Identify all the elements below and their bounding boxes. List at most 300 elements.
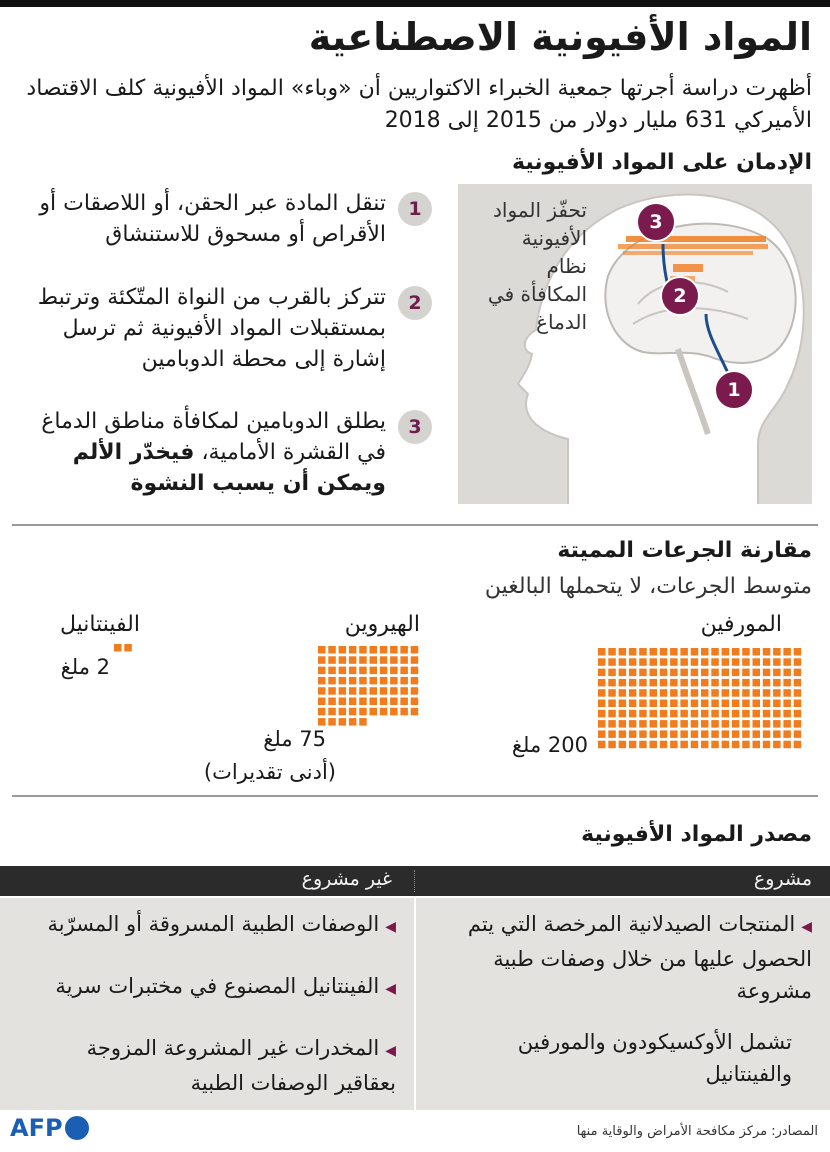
morphine-dot bbox=[773, 648, 781, 656]
bullet-icon: ◀ bbox=[385, 981, 396, 997]
morphine-dot bbox=[629, 669, 637, 677]
illegal-item-1-text: الوصفات الطبية المسروقة أو المسرّبة bbox=[47, 912, 380, 936]
heroin-dot bbox=[400, 646, 408, 654]
morphine-dot bbox=[691, 679, 699, 687]
morphine-dot bbox=[660, 648, 668, 656]
morphine-dot bbox=[629, 689, 637, 697]
morphine-dot-grid bbox=[598, 648, 801, 748]
morphine-dot bbox=[619, 730, 627, 738]
morphine-dot bbox=[794, 730, 802, 738]
heroin-dot bbox=[390, 646, 398, 654]
morphine-dot bbox=[732, 648, 740, 656]
morphine-dot bbox=[722, 689, 730, 697]
morphine-dot bbox=[763, 730, 771, 738]
morphine-dot bbox=[660, 730, 668, 738]
marker-3: 3 bbox=[636, 202, 676, 242]
morphine-dot bbox=[639, 700, 647, 708]
morphine-dot bbox=[794, 689, 802, 697]
morphine-dot bbox=[660, 700, 668, 708]
morphine-dot bbox=[619, 658, 627, 666]
morphine-dot bbox=[680, 669, 688, 677]
fentanyl-dot-grid bbox=[114, 644, 132, 652]
morphine-dot bbox=[753, 730, 761, 738]
morphine-dot bbox=[598, 710, 606, 718]
morphine-dot bbox=[701, 679, 709, 687]
heroin-dot bbox=[328, 708, 336, 716]
morphine-dot bbox=[619, 679, 627, 687]
morphine-dot bbox=[650, 658, 658, 666]
morphine-dot bbox=[639, 720, 647, 728]
fentanyl-value: 2 ملغ bbox=[60, 655, 110, 679]
morphine-dot bbox=[722, 720, 730, 728]
heroin-dot bbox=[328, 677, 336, 685]
morphine-dot bbox=[701, 720, 709, 728]
morphine-dot bbox=[722, 710, 730, 718]
heroin-dot bbox=[339, 656, 347, 664]
morphine-dot bbox=[660, 669, 668, 677]
heroin-dot bbox=[359, 667, 367, 675]
morphine-dot bbox=[783, 700, 791, 708]
morphine-dot bbox=[732, 741, 740, 749]
intro-text: أظهرت دراسة أجرتها جمعية الخبراء الاكتواريين أن «وباء» المواد الأفيونية كلف الاقتصاد الأميركي 631 مليار دولار من 2015 إلى 2018 bbox=[26, 76, 812, 133]
heroin-dot bbox=[318, 718, 326, 726]
heroin-dot bbox=[411, 698, 419, 706]
morphine-dot bbox=[794, 700, 802, 708]
morphine-dot bbox=[691, 720, 699, 728]
step-1 bbox=[22, 188, 432, 250]
morphine-dot bbox=[773, 710, 781, 718]
morphine-dot bbox=[660, 689, 668, 697]
heroin-dot bbox=[349, 708, 357, 716]
heroin-dot bbox=[328, 687, 336, 695]
morphine-dot bbox=[680, 720, 688, 728]
morphine-dot bbox=[598, 741, 606, 749]
morphine-dot bbox=[650, 730, 658, 738]
heroin-dot bbox=[349, 677, 357, 685]
morphine-dot bbox=[639, 741, 647, 749]
morphine-dot bbox=[629, 741, 637, 749]
morphine-dot bbox=[711, 710, 719, 718]
morphine-dot bbox=[650, 648, 658, 656]
morphine-dot bbox=[629, 648, 637, 656]
morphine-dot bbox=[619, 700, 627, 708]
heroin-dot bbox=[380, 667, 388, 675]
morphine-dot bbox=[619, 741, 627, 749]
morphine-dot bbox=[670, 679, 678, 687]
morphine-dot bbox=[639, 689, 647, 697]
morphine-dot bbox=[598, 669, 606, 677]
morphine-dot bbox=[680, 658, 688, 666]
morphine-dot bbox=[794, 710, 802, 718]
morphine-dot bbox=[742, 720, 750, 728]
morphine-value: 200 ملغ bbox=[511, 733, 588, 757]
heroin-dot bbox=[339, 667, 347, 675]
doses-subheading: متوسط الجرعات، لا يتحملها البالغين bbox=[484, 574, 812, 599]
morphine-dot bbox=[773, 720, 781, 728]
bullet-icon: ◀ bbox=[801, 919, 812, 935]
morphine-dot bbox=[732, 720, 740, 728]
fentanyl-dot bbox=[124, 644, 132, 652]
morphine-dot bbox=[691, 648, 699, 656]
morphine-dot bbox=[639, 669, 647, 677]
heroin-dot bbox=[411, 677, 419, 685]
morphine-dot bbox=[670, 741, 678, 749]
morphine-dot bbox=[691, 741, 699, 749]
marker-1: 1 bbox=[714, 370, 754, 410]
morphine-dot bbox=[598, 689, 606, 697]
step-2-text: تتركز بالقرب من النواة المتّكئة وترتبط بمستقبلات المواد الأفيونية ثم ترسل إشارة إلى محطة الدوبامين bbox=[37, 285, 386, 372]
morphine-dot bbox=[691, 730, 699, 738]
morphine-dot bbox=[722, 741, 730, 749]
morphine-dot bbox=[650, 720, 658, 728]
morphine-dot bbox=[701, 710, 709, 718]
sources-table-header bbox=[0, 866, 830, 896]
morphine-dot bbox=[670, 648, 678, 656]
heroin-dot bbox=[339, 718, 347, 726]
morphine-dot bbox=[742, 658, 750, 666]
heroin-dot bbox=[411, 656, 419, 664]
morphine-dot bbox=[629, 679, 637, 687]
morphine-dot bbox=[763, 689, 771, 697]
morphine-dot bbox=[753, 669, 761, 677]
morphine-dot bbox=[680, 710, 688, 718]
step-3-text-bold: فيخدّر الألم ويمكن أن يسبب النشوة bbox=[72, 440, 386, 496]
heroin-dot bbox=[370, 708, 378, 716]
morphine-dot bbox=[650, 710, 658, 718]
morphine-dot bbox=[701, 700, 709, 708]
heroin-value: 75 ملغ bbox=[263, 727, 326, 751]
heroin-dot bbox=[400, 698, 408, 706]
afp-logo bbox=[10, 1114, 89, 1142]
morphine-dot bbox=[722, 648, 730, 656]
morphine-dot bbox=[794, 720, 802, 728]
morphine-dot bbox=[711, 700, 719, 708]
morphine-dot bbox=[680, 730, 688, 738]
heroin-dot bbox=[390, 698, 398, 706]
morphine-dot bbox=[670, 658, 678, 666]
morphine-dot bbox=[742, 669, 750, 677]
morphine-dot bbox=[650, 700, 658, 708]
morphine-dot bbox=[691, 700, 699, 708]
morphine-dot bbox=[701, 648, 709, 656]
morphine-dot bbox=[691, 658, 699, 666]
morphine-dot bbox=[619, 669, 627, 677]
morphine-dot bbox=[670, 710, 678, 718]
morphine-dot bbox=[680, 741, 688, 749]
morphine-dot bbox=[608, 720, 616, 728]
heroin-dot bbox=[359, 646, 367, 654]
morphine-dot bbox=[629, 720, 637, 728]
morphine-dot bbox=[763, 669, 771, 677]
morphine-dot bbox=[701, 658, 709, 666]
fentanyl-label: الفينتانيل bbox=[60, 612, 140, 637]
morphine-dot bbox=[732, 710, 740, 718]
brain-caption: تحفّز المواد الأفيونية نظام المكافأة في الدماغ bbox=[487, 198, 587, 334]
heroin-dot bbox=[339, 687, 347, 695]
morphine-dot bbox=[753, 689, 761, 697]
illegal-item-2-text: الفينتانيل المصنوع في مختبرات سرية bbox=[55, 974, 380, 998]
morphine-dot bbox=[660, 658, 668, 666]
morphine-dot bbox=[670, 730, 678, 738]
morphine-dot bbox=[763, 741, 771, 749]
morphine-dot bbox=[670, 689, 678, 697]
morphine-dot bbox=[783, 730, 791, 738]
morphine-dot bbox=[608, 700, 616, 708]
illegal-item-3 bbox=[26, 1032, 396, 1099]
heroin-label: الهيروين bbox=[344, 612, 420, 637]
heroin-dot bbox=[339, 677, 347, 685]
morphine-dot bbox=[742, 730, 750, 738]
legal-column-label: مشروع bbox=[753, 868, 812, 890]
morphine-dot bbox=[711, 658, 719, 666]
heroin-dot bbox=[349, 718, 357, 726]
morphine-dot bbox=[742, 648, 750, 656]
morphine-dot bbox=[619, 689, 627, 697]
step-3-text-plain: يطلق الدوبامين لمكافأة مناطق الدماغ في القشرة الأمامية، bbox=[41, 409, 386, 465]
morphine-dot bbox=[753, 679, 761, 687]
heroin-dot bbox=[328, 667, 336, 675]
illegal-column bbox=[0, 898, 414, 1110]
heroin-dot bbox=[370, 687, 378, 695]
heroin-dot bbox=[390, 687, 398, 695]
morphine-dot bbox=[783, 669, 791, 677]
section-divider-2 bbox=[12, 795, 818, 797]
morphine-dot bbox=[773, 689, 781, 697]
morphine-dot bbox=[608, 669, 616, 677]
afp-logo-text: AFP bbox=[10, 1114, 63, 1142]
heroin-dot bbox=[411, 687, 419, 695]
addiction-heading: الإدمان على المواد الأفيونية bbox=[512, 150, 812, 175]
afp-logo-dot bbox=[65, 1116, 89, 1140]
morphine-dot bbox=[608, 679, 616, 687]
morphine-dot bbox=[680, 700, 688, 708]
morphine-dot bbox=[742, 689, 750, 697]
morphine-dot bbox=[722, 679, 730, 687]
morphine-dot bbox=[763, 648, 771, 656]
section-divider-1 bbox=[12, 524, 818, 526]
fentanyl-dot bbox=[114, 644, 122, 652]
morphine-dot bbox=[608, 689, 616, 697]
heroin-dot-grid bbox=[318, 646, 418, 726]
morphine-dot bbox=[742, 710, 750, 718]
heroin-dot bbox=[328, 646, 336, 654]
brain-illustration bbox=[458, 184, 812, 504]
heroin-dot bbox=[370, 698, 378, 706]
morphine-dot bbox=[691, 710, 699, 718]
illegal-column-label: غير مشروع bbox=[301, 868, 392, 890]
morphine-dot bbox=[753, 710, 761, 718]
step-2 bbox=[22, 282, 432, 375]
morphine-dot bbox=[598, 720, 606, 728]
morphine-dot bbox=[753, 658, 761, 666]
morphine-dot bbox=[701, 730, 709, 738]
heroin-dot bbox=[318, 708, 326, 716]
heroin-dot bbox=[339, 708, 347, 716]
morphine-dot bbox=[773, 658, 781, 666]
morphine-dot bbox=[629, 658, 637, 666]
morphine-dot bbox=[670, 720, 678, 728]
morphine-dot bbox=[773, 669, 781, 677]
heroin-dot bbox=[380, 646, 388, 654]
heroin-dot bbox=[380, 656, 388, 664]
heroin-dot bbox=[359, 718, 367, 726]
heroin-note: (أدنى تقديرات) bbox=[203, 760, 336, 784]
morphine-dot bbox=[763, 720, 771, 728]
heroin-dot bbox=[318, 677, 326, 685]
heroin-dot bbox=[390, 667, 398, 675]
heroin-dot bbox=[411, 646, 419, 654]
heroin-dot bbox=[380, 677, 388, 685]
morphine-dot bbox=[670, 669, 678, 677]
morphine-dot bbox=[680, 679, 688, 687]
heroin-dot bbox=[411, 708, 419, 716]
morphine-dot bbox=[629, 700, 637, 708]
step-2-number: 2 bbox=[398, 286, 432, 320]
heroin-dot bbox=[328, 698, 336, 706]
heroin-dot bbox=[318, 656, 326, 664]
morphine-dot bbox=[722, 730, 730, 738]
morphine-dot bbox=[711, 720, 719, 728]
morphine-dot bbox=[639, 730, 647, 738]
heroin-dot bbox=[400, 708, 408, 716]
morphine-dot bbox=[773, 741, 781, 749]
morphine-dot bbox=[722, 658, 730, 666]
heroin-dot bbox=[380, 708, 388, 716]
source-credit: المصادر: مركز مكافحة الأمراض والوقاية منها bbox=[576, 1124, 818, 1139]
dose-dot-grids bbox=[0, 640, 830, 750]
heroin-dot bbox=[359, 698, 367, 706]
heroin-dot bbox=[349, 667, 357, 675]
step-3-number: 3 bbox=[398, 410, 432, 444]
morphine-dot bbox=[598, 648, 606, 656]
morphine-dot bbox=[629, 730, 637, 738]
morphine-dot bbox=[701, 741, 709, 749]
illegal-item-1 bbox=[6, 908, 396, 943]
morphine-dot bbox=[732, 700, 740, 708]
morphine-dot bbox=[660, 710, 668, 718]
top-rule bbox=[0, 0, 830, 7]
heroin-dot bbox=[318, 646, 326, 654]
marker-2: 2 bbox=[660, 276, 700, 316]
step-3 bbox=[22, 406, 432, 499]
heroin-dot bbox=[328, 718, 336, 726]
morphine-dot bbox=[763, 679, 771, 687]
morphine-dot bbox=[598, 700, 606, 708]
heroin-dot bbox=[390, 677, 398, 685]
morphine-dot bbox=[783, 710, 791, 718]
heroin-dot bbox=[349, 698, 357, 706]
morphine-dot bbox=[650, 689, 658, 697]
morphine-dot bbox=[691, 689, 699, 697]
morphine-dot bbox=[794, 669, 802, 677]
morphine-dot bbox=[598, 679, 606, 687]
step-3-text bbox=[22, 406, 386, 499]
morphine-dot bbox=[783, 741, 791, 749]
morphine-dot bbox=[783, 689, 791, 697]
morphine-dot bbox=[650, 741, 658, 749]
heroin-dot bbox=[370, 646, 378, 654]
morphine-dot bbox=[660, 741, 668, 749]
morphine-dot bbox=[598, 658, 606, 666]
heroin-dot bbox=[359, 687, 367, 695]
heroin-dot bbox=[318, 667, 326, 675]
morphine-dot bbox=[732, 679, 740, 687]
morphine-dot bbox=[639, 658, 647, 666]
heroin-dot bbox=[390, 708, 398, 716]
heroin-dot bbox=[359, 708, 367, 716]
sources-heading: مصدر المواد الأفيونية bbox=[581, 822, 812, 847]
bullet-icon: ◀ bbox=[385, 919, 396, 935]
heroin-dot bbox=[339, 646, 347, 654]
morphine-dot bbox=[773, 679, 781, 687]
morphine-dot bbox=[660, 679, 668, 687]
morphine-dot bbox=[680, 648, 688, 656]
morphine-dot bbox=[711, 648, 719, 656]
morphine-dot bbox=[722, 669, 730, 677]
morphine-dot bbox=[763, 658, 771, 666]
morphine-dot bbox=[670, 700, 678, 708]
morphine-dot bbox=[794, 658, 802, 666]
step-1-text: تنقل المادة عبر الحقن، أو اللاصقات أو الأقراص أو مسحوق للاستنشاق bbox=[39, 191, 386, 247]
morphine-dot bbox=[619, 710, 627, 718]
heroin-dot bbox=[380, 698, 388, 706]
morphine-dot bbox=[650, 669, 658, 677]
heroin-dot bbox=[328, 656, 336, 664]
page-title: المواد الأفيونية الاصطناعية bbox=[308, 15, 812, 59]
morphine-dot bbox=[753, 648, 761, 656]
morphine-dot bbox=[742, 679, 750, 687]
morphine-dot bbox=[783, 658, 791, 666]
morphine-dot bbox=[732, 658, 740, 666]
legal-column bbox=[416, 898, 830, 1110]
morphine-dot bbox=[773, 700, 781, 708]
morphine-dot bbox=[660, 720, 668, 728]
heroin-dot bbox=[400, 656, 408, 664]
morphine-dot bbox=[732, 689, 740, 697]
morphine-dot bbox=[629, 710, 637, 718]
heroin-dot bbox=[370, 677, 378, 685]
morphine-dot bbox=[608, 658, 616, 666]
morphine-dot bbox=[711, 669, 719, 677]
morphine-dot bbox=[711, 730, 719, 738]
morphine-dot bbox=[701, 669, 709, 677]
morphine-dot bbox=[680, 689, 688, 697]
morphine-dot bbox=[794, 679, 802, 687]
morphine-label: المورفين bbox=[700, 612, 782, 637]
heroin-dot bbox=[359, 677, 367, 685]
heroin-dot bbox=[359, 656, 367, 664]
heroin-dot bbox=[349, 656, 357, 664]
morphine-dot bbox=[742, 741, 750, 749]
morphine-dot bbox=[763, 710, 771, 718]
heroin-dot bbox=[380, 687, 388, 695]
illegal-item-2 bbox=[6, 970, 396, 1005]
morphine-dot bbox=[639, 648, 647, 656]
morphine-dot bbox=[783, 720, 791, 728]
morphine-dot bbox=[783, 679, 791, 687]
morphine-dot bbox=[598, 730, 606, 738]
heroin-dot bbox=[318, 698, 326, 706]
heroin-dot bbox=[400, 667, 408, 675]
morphine-dot bbox=[732, 669, 740, 677]
heroin-dot bbox=[339, 698, 347, 706]
morphine-dot bbox=[711, 679, 719, 687]
morphine-dot bbox=[608, 741, 616, 749]
morphine-dot bbox=[732, 730, 740, 738]
morphine-dot bbox=[711, 689, 719, 697]
morphine-dot bbox=[753, 720, 761, 728]
morphine-dot bbox=[691, 669, 699, 677]
